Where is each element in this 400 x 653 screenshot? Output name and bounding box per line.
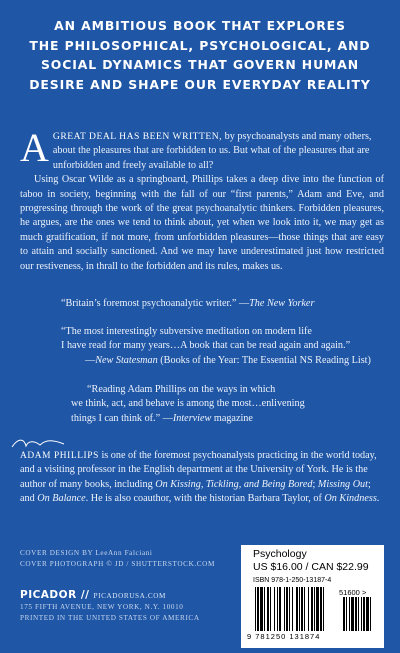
intro-paragraph-1 [20, 125, 384, 173]
author-name: ADAM PHILLIPS [20, 451, 99, 461]
bio-text: . [376, 493, 380, 505]
blurb-dash: — [85, 354, 96, 366]
blurb-source: New Statesman [95, 354, 158, 366]
headline-line: THE PHILOSOPHICAL, PSYCHOLOGICAL, AND [29, 37, 371, 53]
headline [0, 16, 400, 94]
category-label: Psychology [253, 548, 307, 560]
price-addon-code: 51600 > [339, 588, 367, 597]
barcode-digits: 9 781250 131874 [247, 632, 321, 641]
publisher-line [20, 583, 260, 602]
blurb-text: things I can think of.” [71, 412, 161, 424]
blurb-text: “Britain’s foremost psychoanalytic writer.” [61, 298, 237, 309]
blurb-source-extra: magazine [211, 412, 253, 424]
blurb-interview [61, 383, 305, 426]
blurb-text: I have read for many years…A book that can be read again and again.” [61, 340, 351, 352]
intro-paragraph-1-rest: by psychoanalysts and many others, about the pleasures that are forbidden to us. But what of the pleasures that are unforbidden and freely available to all? [52, 131, 372, 171]
isbn-label: ISBN 978-1-250-13187-4 [253, 577, 332, 584]
publisher-address: 175 FIFTH AVENUE, NEW YORK, N.Y. 10010 [20, 603, 184, 611]
barcode-box [241, 545, 384, 648]
barcode-bars [253, 587, 377, 632]
blurb-dash: — [160, 412, 173, 424]
publisher-address-block [20, 602, 260, 624]
printed-in: PRINTED IN THE UNITED STATES OF AMERICA [20, 614, 200, 622]
bio-text: ; [312, 478, 318, 490]
intro-text [20, 125, 384, 274]
blurb-text: “The most interestingly subversive meditation on modern life [61, 326, 312, 337]
blurb-text: “Reading Adam Phillips on the ways in which [87, 384, 276, 395]
headline-line: SOCIAL DYNAMICS THAT GOVERN HUMAN [40, 57, 360, 72]
publisher-url: PICADORUSA.COM [93, 592, 167, 600]
bio-text: . He is also coauthor, with the historian Barbara Taylor, of [85, 493, 325, 505]
blurb-dash: — [236, 298, 250, 309]
blurb-source: Interview [172, 412, 212, 424]
bio-text: is one of the foremost psychoanalysts practicing in the world today, and a visiting professor in the English department at the University of York. He is the author of many books, including [20, 450, 377, 490]
cover-photo-credit: COVER PHOTOGRAPH © JD / SHUTTERSTOCK.COM [20, 560, 215, 568]
blurb-new-statesman [61, 325, 371, 368]
publisher-logo: PICADOR // [20, 589, 90, 601]
blurb-new-yorker [61, 297, 314, 311]
headline-line: AN AMBITIOUS BOOK THAT EXPLORES [54, 18, 346, 33]
blurb-source-extra: (Books of the Year: The Essential NS Reading List) [157, 354, 371, 366]
book-title: On Balance [37, 493, 86, 505]
intro-lead-caps: GREAT DEAL HAS BEEN WRITTEN, [52, 131, 223, 142]
bio-text: ; and [20, 478, 371, 505]
headline-line: DESIRE AND SHAPE OUR EVERYDAY REALITY [29, 76, 371, 92]
cover-credits [20, 548, 230, 570]
author-bio [20, 449, 386, 507]
price-label: US $16.00 / CAN $22.99 [253, 561, 369, 573]
blurb-text: we think, act, and behave is among the most…enlivening [71, 398, 305, 410]
book-title: On Kindness [324, 493, 377, 505]
cover-design-credit: COVER DESIGN BY LeeAnn Falciani [20, 549, 153, 557]
intro-paragraph-2: Using Oscar Wilde as a springboard, Phillips takes a deep dive into the function of taboo in society, beginning with the fall of our “first parents,” Adam and Eve, and progressing through the work of the great psychoanalytic thinkers. Forbidden pleasures, he argues, are the ones we tend to think about, yet when we look into it, we may get as much gratification, if not more, from unforbidden pleasures—those things that are easy to attain and socially sanctioned. And we may have underestimated just how restricted our restiveness, in thrall to the forbidden and its rules, makes us. [20, 174, 384, 272]
drop-cap: A [20, 125, 49, 170]
book-title: Missing Out [317, 478, 368, 490]
blurb-source: The New Yorker [249, 298, 315, 309]
author-signature [10, 436, 66, 450]
book-title: On Kissing, Tickling, and Being Bored [155, 478, 313, 490]
